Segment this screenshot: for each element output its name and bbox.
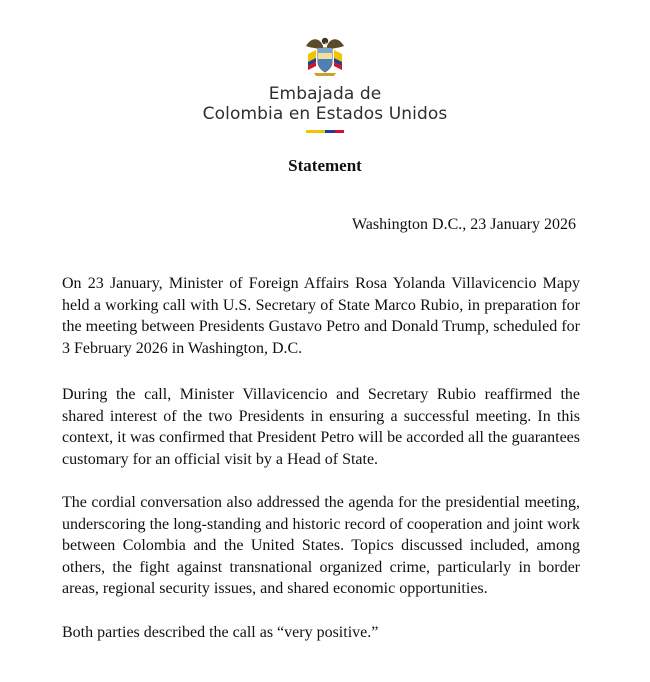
embassy-name-line-1: Embajada de bbox=[268, 84, 382, 104]
paragraph-3: The cordial conversation also addressed the agenda for the presidential meeting, underscoring the long-standing and historic record of cooperation and joint work between Colombia and the United States. Topics discussed included, among others, the fight against transnational organized crime, particularly in border areas, regional security issues, and shared economic opportunities. bbox=[62, 494, 580, 597]
dateline: Washington D.C., 23 January 2026 bbox=[351, 216, 576, 233]
paragraph-1: On 23 January, Minister of Foreign Affairs Rosa Yolanda Villavicencio Mapy held a working call with U.S. Secretary of State Marco Rubio, in preparation for the meeting between Presidents Gustavo Petro and Donald Trump, scheduled for 3 February 2026 in Washington, D.C. bbox=[62, 275, 580, 357]
colombia-flag-stripe bbox=[306, 130, 344, 133]
paragraph-2: During the call, Minister Villavicencio and Secretary Rubio reaffirmed the shared interest of the two Presidents in ensuring a successful meeting. In this context, it was confirmed that President Petro will be accorded all the guarantees customary for an official visit by a Head of State. bbox=[62, 386, 580, 468]
document-title: Statement bbox=[288, 156, 362, 175]
letterhead bbox=[0, 32, 650, 133]
flag-blue-stripe bbox=[325, 130, 335, 133]
colombia-coat-of-arms-icon bbox=[302, 32, 348, 78]
paragraph-4: Both parties described the call as “very positive.” bbox=[62, 624, 379, 641]
flag-red-stripe bbox=[335, 130, 345, 133]
embassy-name-line-2: Colombia en Estados Unidos bbox=[202, 104, 448, 124]
flag-yellow-stripe bbox=[306, 130, 325, 133]
